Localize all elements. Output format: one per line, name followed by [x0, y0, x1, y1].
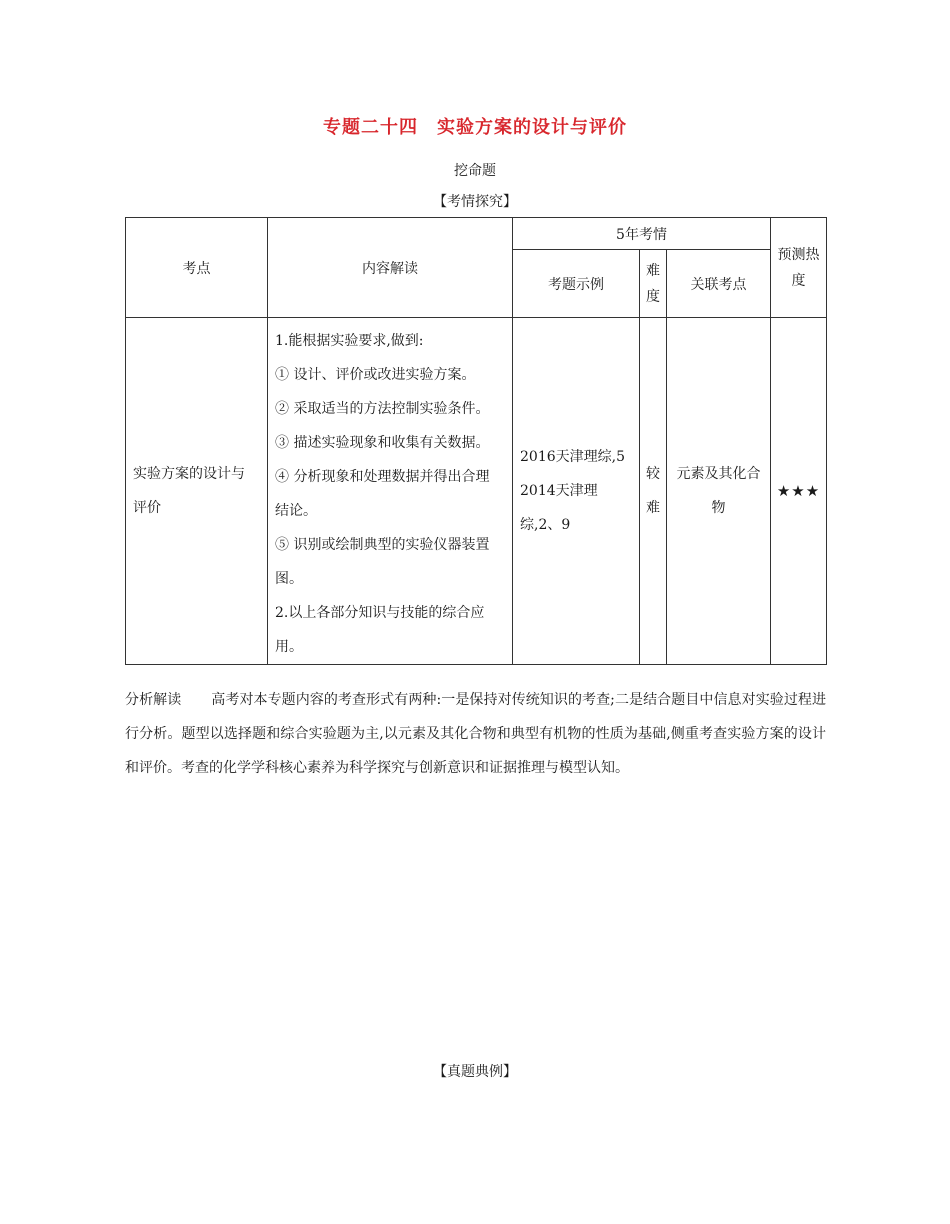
header-neirong: 内容解读: [268, 218, 513, 318]
header-difficulty: 难 度: [640, 250, 667, 318]
cell-content: 1.能根据实验要求,做到: ① 设计、评价或改进实验方案。 ② 采取适当的方法控制实验条件。 ③ 描述实验现象和收集有关数据。 ④ 分析现象和处理数据并得出合理 结论。 ⑤ 识别或绘制典型的实验仪器装置 图。 2.以上各部分知识与技能的综合应 用。: [268, 318, 513, 665]
cell-topic: 实验方案的设计与 评价: [126, 318, 268, 665]
rating-stars: ★★★: [771, 318, 827, 665]
header-forecast: 预测热 度: [771, 218, 827, 318]
section-heading-exam: 【考情探究】: [433, 194, 517, 210]
analysis-label: 分析解读: [125, 692, 182, 708]
cell-related: 元素及其化合 物: [667, 318, 771, 665]
header-example: 考题示例: [513, 250, 640, 318]
header-related: 关联考点: [667, 250, 771, 318]
exam-analysis-table: [125, 217, 827, 665]
analysis-paragraph: [125, 683, 826, 785]
cell-examples: 2016天津理综,5 2014天津理 综,2、9: [513, 318, 640, 665]
header-kaodian: 考点: [126, 218, 268, 318]
page-title: 专题二十四 实验方案的设计与评价: [323, 117, 627, 138]
section-heading-real: 【真题典例】: [433, 1064, 517, 1080]
header-five-year: 5年考情: [513, 218, 771, 250]
subtitle: 挖命题: [454, 163, 496, 179]
analysis-text: 高考对本专题内容的考查形式有两种:一是保持对传统知识的考查;二是结合题目中信息对实验过程进行分析。题型以选择题和综合实验题为主,以元素及其化合物和典型有机物的性质为基础,侧重考查实验方案的设计和评价。考查的化学学科核心素养为科学探究与创新意识和证据推理与模型认知。: [125, 692, 826, 776]
cell-difficulty: 较 难: [640, 318, 667, 665]
